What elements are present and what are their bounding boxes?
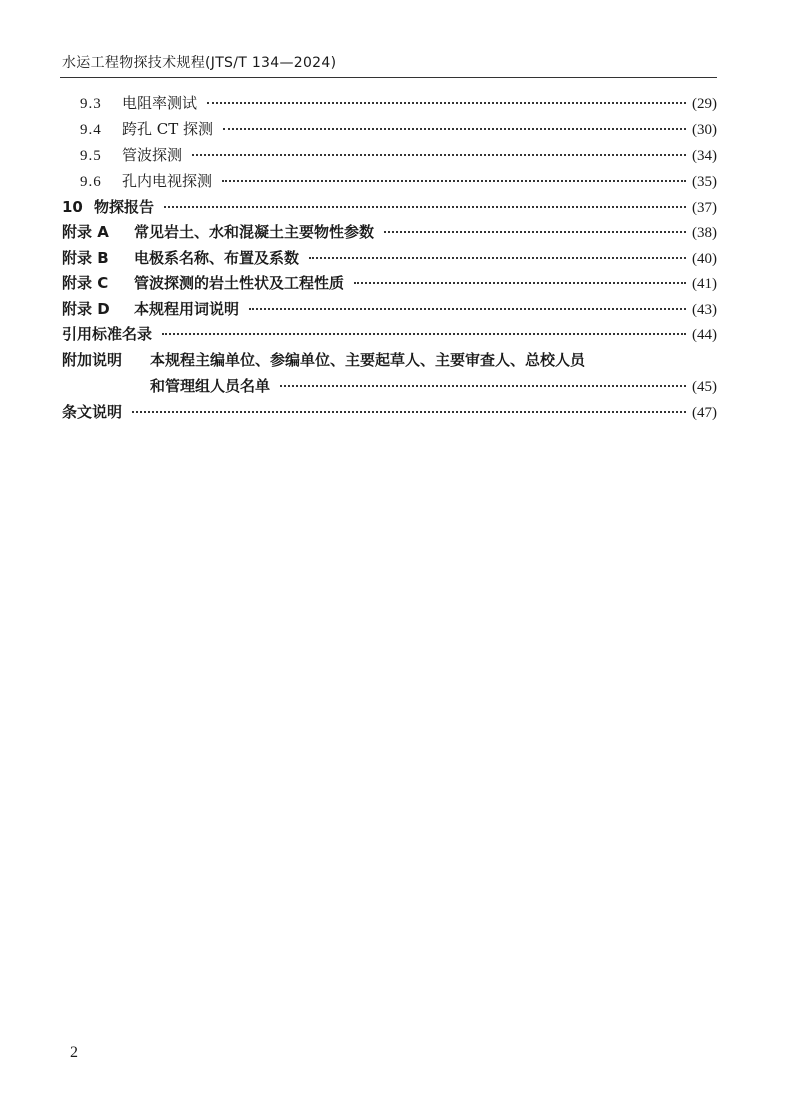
toc-entry-number: 9.5 xyxy=(80,148,102,164)
toc-entry-number: 10 xyxy=(62,198,83,216)
dot-leader xyxy=(132,410,686,413)
toc-entry-appendix-a[interactable] xyxy=(62,222,717,242)
dot-leader xyxy=(207,101,686,104)
toc-entry-page: (44) xyxy=(692,327,717,343)
toc-entry-title: 电极系名称、布置及系数 xyxy=(134,249,300,267)
toc-entry-number: 9.3 xyxy=(80,96,102,112)
toc-entry-title: 本规程主编单位、参编单位、主要起草人、主要审查人、总校人员 xyxy=(150,351,586,369)
toc-entry-page: (34) xyxy=(692,148,717,164)
toc-entry-appendix-d[interactable] xyxy=(62,299,717,319)
running-header: 水运工程物探技术规程(JTS/T 134—2024) xyxy=(62,55,337,71)
toc-entry-title: 条文说明 xyxy=(62,403,123,421)
dot-leader xyxy=(162,332,686,335)
toc-entry-page: (41) xyxy=(692,276,717,292)
toc-entry-page: (35) xyxy=(692,174,717,190)
toc-entry-title: 孔内电视探测 xyxy=(122,172,213,190)
toc-entry-9-4[interactable] xyxy=(80,119,717,139)
toc-entry-number: 9.4 xyxy=(80,122,102,138)
toc-entry-10[interactable] xyxy=(62,197,717,217)
toc-entry-title: 物探报告 xyxy=(94,198,155,216)
toc-entry-number: 附录 B xyxy=(62,249,109,267)
toc-entry-referenced-standards[interactable] xyxy=(62,324,717,344)
toc-entry-page: (30) xyxy=(692,122,717,138)
toc-entry-page: (43) xyxy=(692,302,717,318)
toc-entry-title: 本规程用词说明 xyxy=(134,300,240,318)
dot-leader xyxy=(223,127,686,130)
toc-entry-page: (29) xyxy=(692,96,717,112)
dot-leader xyxy=(309,256,686,259)
toc-entry-title: 管波探测的岩土性状及工程性质 xyxy=(134,274,345,292)
toc-entry-number: 附加说明 xyxy=(62,351,123,369)
header-divider xyxy=(60,77,717,78)
toc-entry-title: 常见岩土、水和混凝土主要物性参数 xyxy=(134,223,375,241)
toc-entry-number: 附录 D xyxy=(62,300,110,318)
dot-leader xyxy=(192,153,686,156)
toc-entry-clause-explanation[interactable] xyxy=(62,402,717,422)
dot-leader xyxy=(164,205,686,208)
toc-entry-title: 电阻率测试 xyxy=(122,94,198,112)
toc-entry-title: 管波探测 xyxy=(122,146,183,164)
toc-entry-appendix-c[interactable] xyxy=(62,273,717,293)
toc-entry-title-continued: 和管理组人员名单 xyxy=(150,377,271,395)
toc-entry-number: 9.6 xyxy=(80,174,102,190)
dot-leader xyxy=(222,179,686,182)
toc-entry-page: (45) xyxy=(692,379,717,395)
page-number: 2 xyxy=(70,1044,78,1061)
dot-leader xyxy=(280,384,686,387)
toc-entry-page: (38) xyxy=(692,225,717,241)
dot-leader xyxy=(354,281,686,284)
toc-entry-9-6[interactable] xyxy=(80,171,717,191)
toc-entry-title: 引用标准名录 xyxy=(62,325,153,343)
toc-entry-appendix-b[interactable] xyxy=(62,248,717,268)
toc-entry-9-5[interactable] xyxy=(80,145,717,165)
dot-leader xyxy=(249,307,686,310)
toc-entry-page: (40) xyxy=(692,251,717,267)
toc-entry-additional-notes-line1[interactable] xyxy=(62,350,585,370)
toc-entry-page: (37) xyxy=(692,200,717,216)
toc-entry-additional-notes-line2[interactable] xyxy=(150,376,717,396)
toc-entry-title: 跨孔 CT 探测 xyxy=(122,120,214,138)
toc-entry-number: 附录 A xyxy=(62,223,109,241)
toc-entry-9-3[interactable] xyxy=(80,93,717,113)
dot-leader xyxy=(384,230,686,233)
toc-entry-number: 附录 C xyxy=(62,274,109,292)
toc-entry-page: (47) xyxy=(692,405,717,421)
